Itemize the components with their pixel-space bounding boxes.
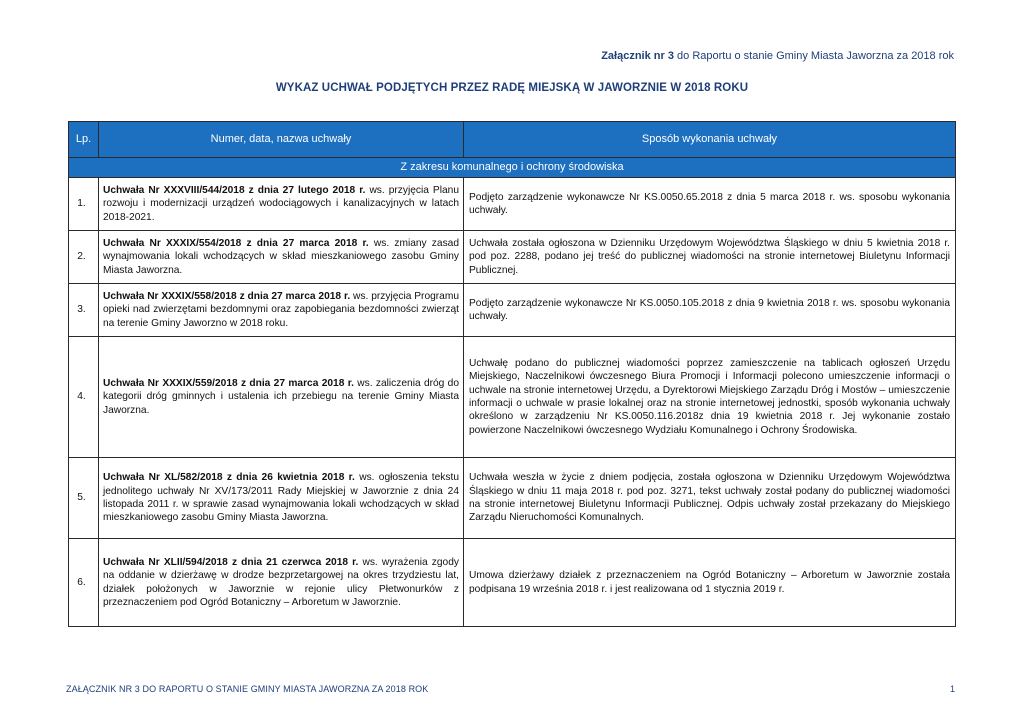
- row-number: 4.: [69, 337, 99, 458]
- execution-cell: Uchwałę podano do publicznej wiadomości poprzez zamieszczenie na tablicach ogłoszeń Urzędu Miejskiego, Naczelnikowi ówczesnego Biura Promocji i Informacji polecono umieszczenie informacji o uchwale na stronie internetowej Urzędu, a Dyrektorowi Miejskiego Zarządu Dróg i Mostów – umieszczenie informacji o uchwale w prasie lokalnej oraz na stronie internetowej jednostki, sposób wykonania uchwały określono w zarządzeniu Nr KS.0050.116.2018z dnia 19 kwietnia 2018 r. Jej wykonanie zostało powierzone Naczelnikowi ówczesnego Wydziału Komunalnego i Ochrony Środowiska.: [464, 337, 956, 458]
- resolution-subject: ws. przyjęcia Programu opieki nad zwierzętami bezdomnymi oraz zapobiegania bezdomności zwierząt na terenie Gminy Jaworzno w 2018 roku.: [103, 291, 459, 329]
- attachment-number: Załącznik nr 3: [601, 50, 674, 62]
- execution-cell: Podjęto zarządzenie wykonawcze Nr KS.0050.105.2018 z dnia 9 kwietnia 2018 r. ws. sposobu wykonania uchwały.: [464, 284, 956, 337]
- section-title: Z zakresu komunalnego i ochrony środowiska: [69, 158, 956, 178]
- resolution-subject: ws. przyjęcia Planu rozwoju i modernizacji urządzeń wodociągowych i kanalizacyjnych w latach 2018-2021.: [103, 185, 459, 223]
- page-number: 1: [949, 684, 955, 694]
- table-row: [69, 539, 956, 627]
- resolution-title: Uchwała Nr XLII/594/2018 z dnia 21 czerwca 2018 r.: [103, 556, 359, 568]
- resolution-cell: [99, 458, 464, 539]
- resolution-title: Uchwała Nr XXXIX/558/2018 z dnia 27 marca 2018 r.: [103, 291, 351, 303]
- resolution-subject: ws. ogłoszenia tekstu jednolitego uchwały Nr XV/173/2011 Rady Miejskiej w Jaworznie z dnia 24 listopada 2011 r. w sprawie zasad wynajmowania lokali wchodzących w skład mieszkaniowego zasobu Gminy Miasta Jaworzna.: [103, 472, 459, 524]
- resolution-title: Uchwała Nr XXXVIII/544/2018 z dnia 27 lutego 2018 r.: [103, 185, 366, 197]
- resolution-cell: [99, 284, 464, 337]
- table-row: [69, 337, 956, 458]
- resolution-title: Uchwała Nr XXXIX/554/2018 z dnia 27 marca 2018 r.: [103, 238, 369, 250]
- resolution-subject: ws. zaliczenia dróg do kategorii dróg gminnych i ustalenia ich przebiegu na terenie Gminy Miasta Jaworzna.: [103, 378, 460, 416]
- execution-cell: Podjęto zarządzenie wykonawcze Nr KS.0050.65.2018 z dnia 5 marca 2018 r. ws. sposobu wykonania uchwały.: [464, 178, 956, 231]
- column-header-resolution: Numer, data, nazwa uchwały: [99, 122, 464, 158]
- row-number: 2.: [69, 231, 99, 284]
- resolution-cell: [99, 539, 464, 627]
- resolution-cell: [99, 337, 464, 458]
- row-number: 6.: [69, 539, 99, 627]
- row-number: 5.: [69, 458, 99, 539]
- document-title: WYKAZ UCHWAŁ PODJĘTYCH PRZEZ RADĘ MIEJSKĄ W JAWORZNIE W 2018 ROKU: [275, 82, 749, 94]
- execution-cell: Umowa dzierżawy działek z przeznaczeniem na Ogród Botaniczny – Arboretum w Jaworznie została podpisana 19 września 2018 r. i jest realizowana od 1 stycznia 2019 r.: [464, 539, 956, 627]
- page-footer: ZAŁĄCZNIK NR 3 DO RAPORTU O STANIE GMINY MIASTA JAWORZNA ZA 2018 ROK: [66, 684, 429, 694]
- resolution-cell: [99, 231, 464, 284]
- resolution-subject: ws. zmiany zasad wynajmowania lokali wchodzących w skład mieszkaniowego zasobu Gminy Miasta Jaworzna.: [103, 238, 459, 276]
- section-row: [69, 158, 956, 178]
- column-header-lp: Lp.: [69, 122, 99, 158]
- table-row: [69, 178, 956, 231]
- execution-cell: Uchwała została ogłoszona w Dzienniku Urzędowym Województwa Śląskiego w dniu 5 kwietnia 2018 r. pod poz. 2288, podano jej treść do publicznej wiadomości na stronie internetowej Biuletynu Informacji Publicznej.: [464, 231, 956, 284]
- resolution-subject: ws. wyrażenia zgody na oddanie w dzierżawę w drodze bezprzetargowej na okres trzydziestu lat, działek położonych w Jaworznie w rejonie ulicy Płetwonurków z przeznaczeniem pod Ogród Botaniczny – Arboretum w Jaworznie.: [103, 556, 459, 608]
- resolution-title: Uchwała Nr XL/582/2018 z dnia 26 kwietnia 2018 r.: [103, 472, 355, 484]
- resolutions-table: [68, 121, 956, 627]
- attachment-reference: [601, 50, 954, 62]
- column-header-execution: Sposób wykonania uchwały: [464, 122, 956, 158]
- attachment-description: do Raportu o stanie Gminy Miasta Jaworzna za 2018 rok: [673, 50, 954, 62]
- row-number: 3.: [69, 284, 99, 337]
- resolution-title: Uchwała Nr XXXIX/559/2018 z dnia 27 marca 2018 r.: [103, 378, 354, 390]
- resolution-cell: [99, 178, 464, 231]
- table-row: [69, 458, 956, 539]
- execution-cell: Uchwała weszła w życie z dniem podjęcia, została ogłoszona w Dzienniku Urzędowym Województwa Śląskiego w dniu 11 maja 2018 r. pod poz. 3271, tekst uchwały został podany do publicznej wiadomości na stronie internetowej Biuletynu Informacji Publicznej. Odpis uchwały został przekazany do Miejskiego Zarządu Nieruchomości Komunalnych.: [464, 458, 956, 539]
- row-number: 1.: [69, 178, 99, 231]
- table-header-row: [69, 122, 956, 158]
- table-row: [69, 284, 956, 337]
- table-row: [69, 231, 956, 284]
